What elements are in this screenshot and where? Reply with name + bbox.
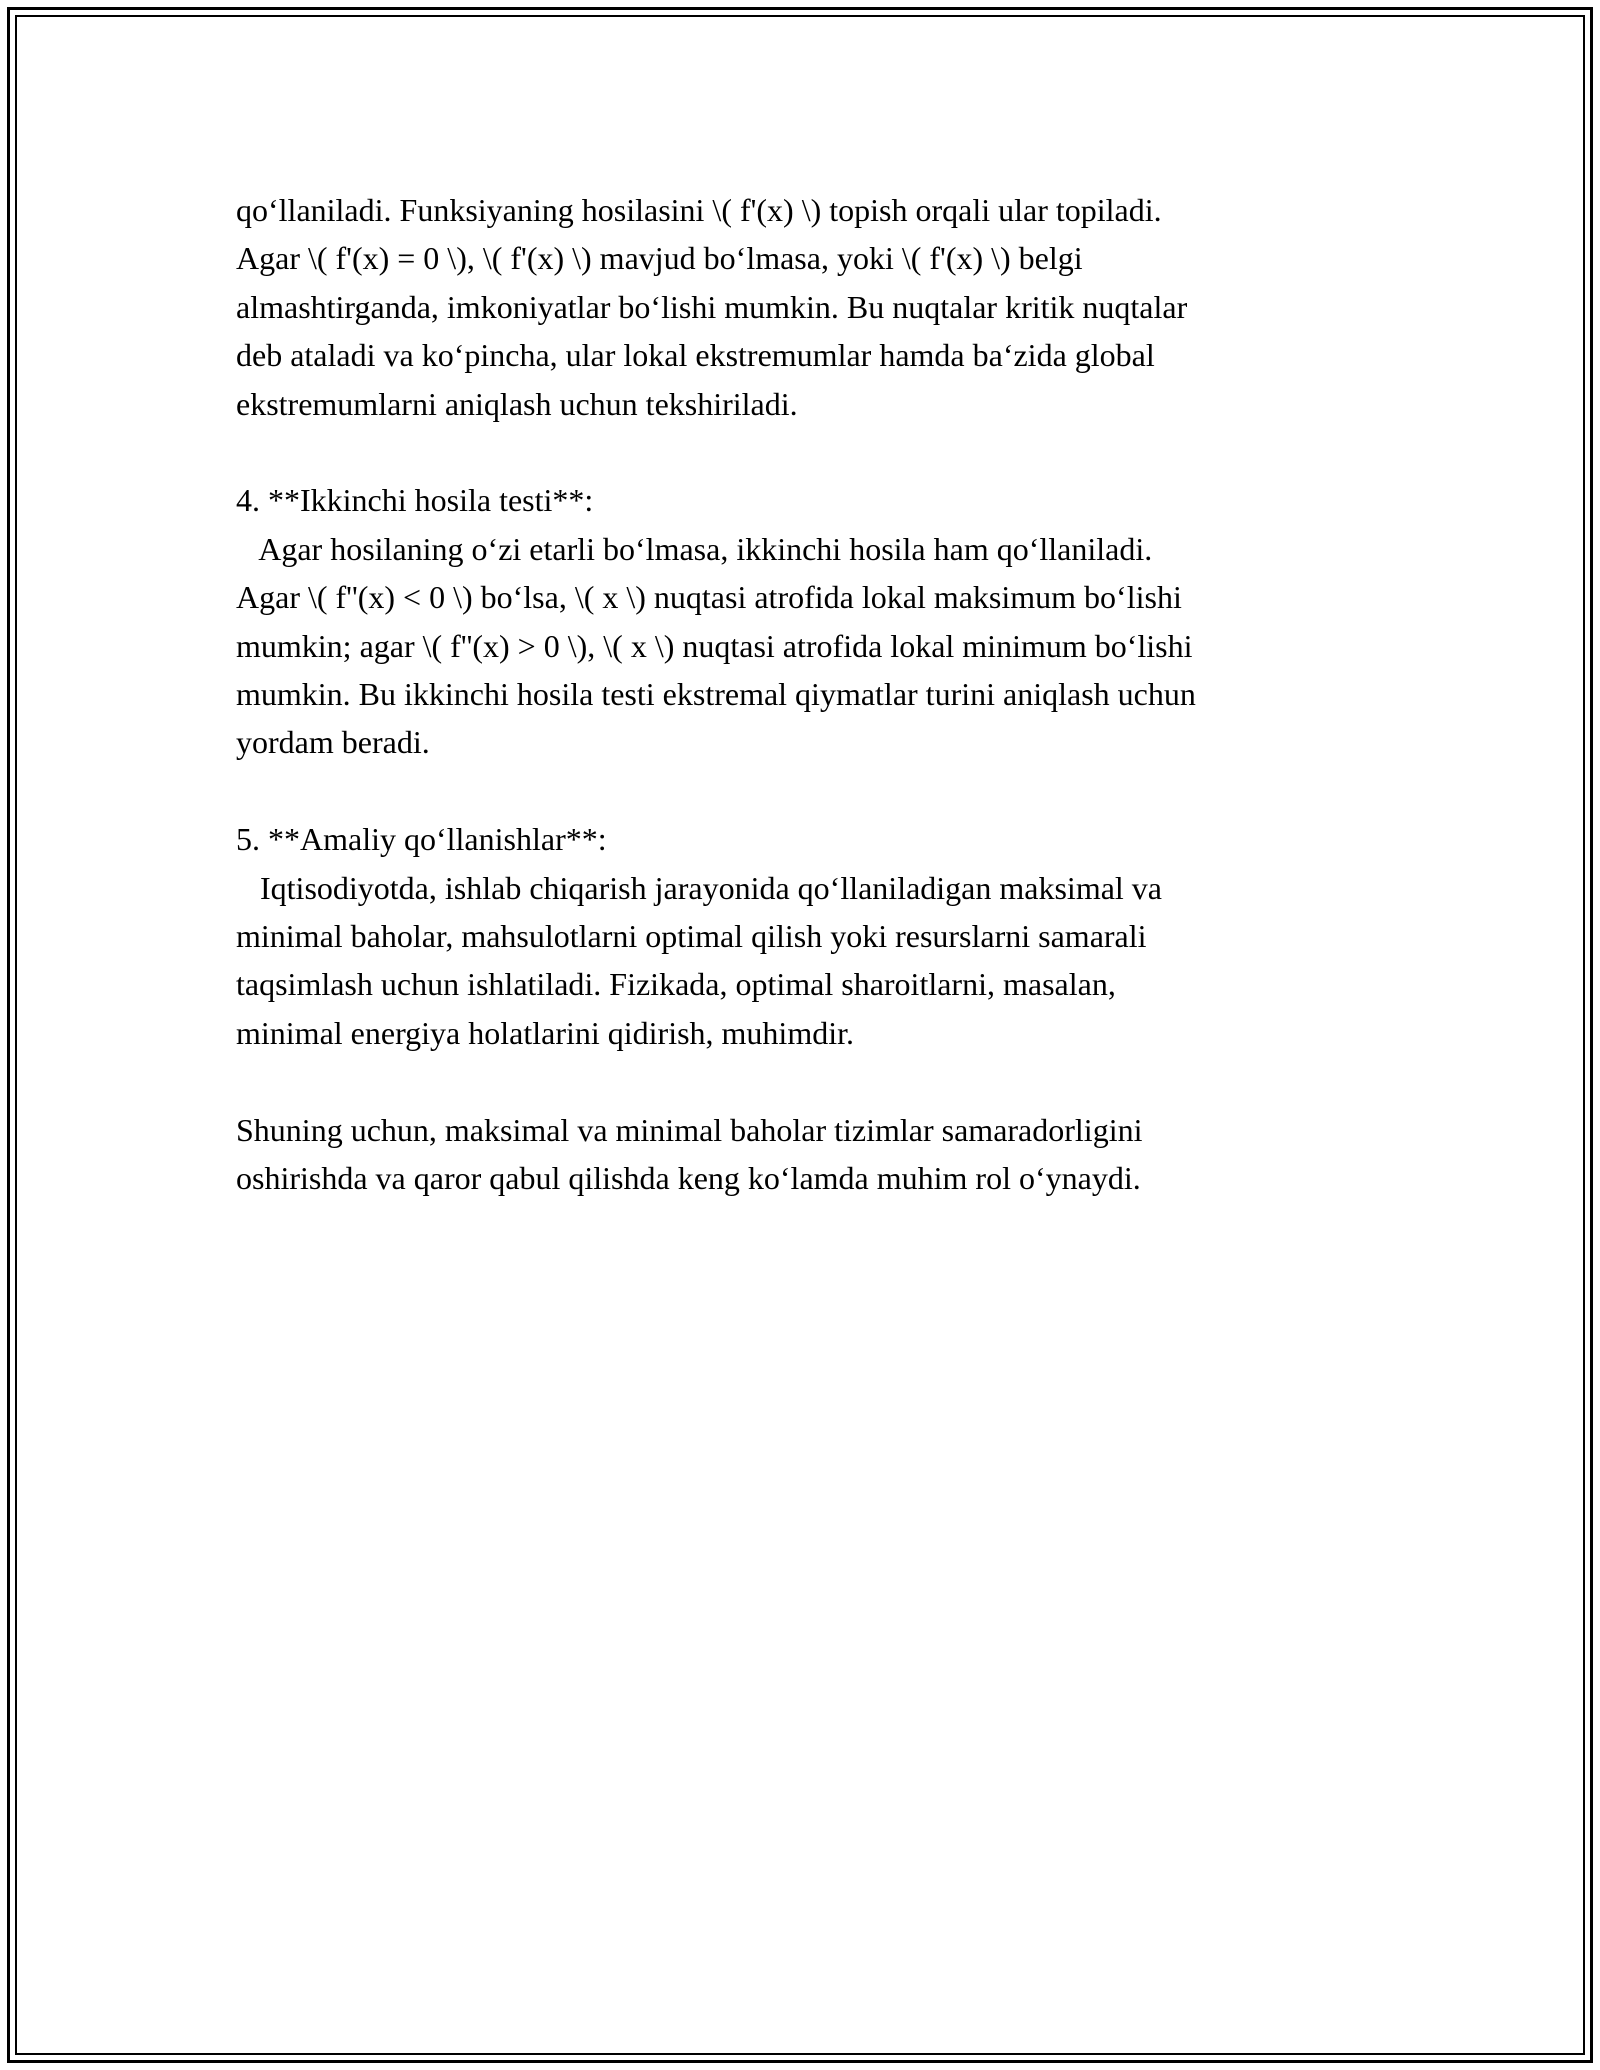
paragraph-spacer (236, 428, 1376, 476)
paragraph-spacer (236, 767, 1376, 815)
document-body (236, 186, 1376, 1202)
text-line: ekstremumlarni aniqlash uchun tekshiriladi. (236, 385, 798, 422)
section-practical-applications (236, 815, 1376, 1057)
text-line: almashtirganda, imkoniyatlar bo‘lishi mumkin. Bu nuqtalar kritik nuqtalar (236, 288, 1188, 325)
section-heading: 5. **Amaliy qo‘llanishlar**: (236, 821, 607, 858)
text-line: yordam beradi. (236, 724, 430, 761)
text-line: Agar \( f''(x) < 0 \) bo‘lsa, \( x \) nuqtasi atrofida lokal maksimum bo‘lishi (236, 579, 1182, 616)
section-second-derivative-test (236, 476, 1376, 766)
text-line: taqsimlash uchun ishlatiladi. Fizikada, optimal sharoitlarni, masalan, (236, 966, 1116, 1003)
paragraph-spacer (236, 1057, 1376, 1105)
text-line: minimal baholar, mahsulotlarni optimal qilish yoki resurslarni samarali (236, 918, 1147, 955)
text-line: deb ataladi va ko‘pincha, ular lokal ekstremumlar hamda ba‘zida global (236, 337, 1155, 374)
text-line: mumkin. Bu ikkinchi hosila testi ekstremal qiymatlar turini aniqlash uchun (236, 676, 1196, 713)
section-heading: 4. **Ikkinchi hosila testi**: (236, 482, 594, 519)
text-line: oshirishda va qaror qabul qilishda keng ko‘lamda muhim rol o‘ynaydi. (236, 1160, 1141, 1197)
text-line: Agar \( f'(x) = 0 \), \( f'(x) \) mavjud bo‘lmasa, yoki \( f'(x) \) belgi (236, 240, 1083, 277)
text-line: Agar hosilaning o‘zi etarli bo‘lmasa, ikkinchi hosila ham qo‘llaniladi. (236, 530, 1153, 567)
text-line: mumkin; agar \( f''(x) > 0 \), \( x \) nuqtasi atrofida lokal minimum bo‘lishi (236, 627, 1193, 664)
text-line: qo‘llaniladi. Funksiyaning hosilasini \( f'(x) \) topish orqali ular topiladi. (236, 192, 1162, 228)
text-line: minimal energiya holatlarini qidirish, muhimdir. (236, 1014, 854, 1051)
conclusion-paragraph (236, 1106, 1376, 1203)
text-line: Iqtisodiyotda, ishlab chiqarish jarayonida qo‘llaniladigan maksimal va (236, 869, 1162, 906)
intro-paragraph (236, 186, 1376, 428)
text-line: Shuning uchun, maksimal va minimal baholar tizimlar samaradorligini (236, 1111, 1143, 1148)
